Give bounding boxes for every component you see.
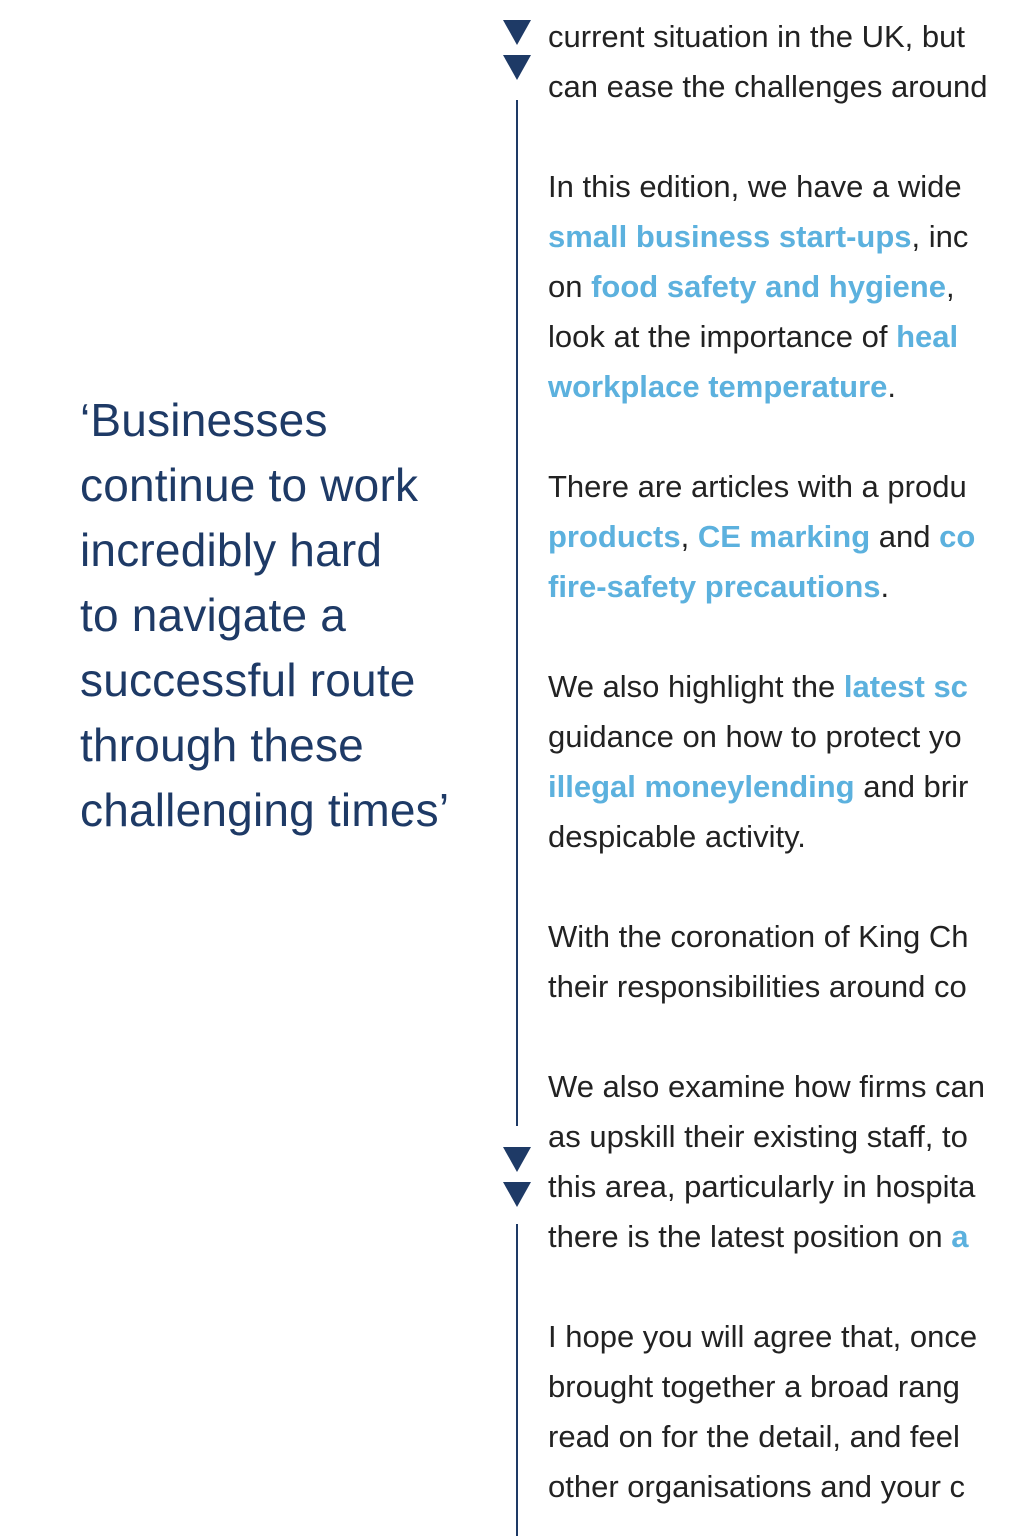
text-line: this area, particularly in hospita: [548, 1169, 976, 1204]
text-line: as upskill their existing staff, to: [548, 1119, 968, 1154]
text-line: current situation in the UK, but: [548, 19, 966, 54]
text-line: [548, 762, 1024, 812]
link-ce-marking[interactable]: CE marking: [697, 519, 871, 554]
pull-quote-line: to navigate a: [80, 589, 347, 641]
text-line: guidance on how to protect yo: [548, 719, 962, 754]
text-line: [548, 312, 1024, 362]
pull-quote-line: challenging times’: [80, 784, 450, 836]
text-line: despicable activity.: [548, 819, 806, 854]
text-line: [548, 262, 1024, 312]
pull-quote-line: continue to work: [80, 459, 419, 511]
text-line: brought together a broad rang: [548, 1369, 960, 1404]
pull-quote-line: incredibly hard: [80, 524, 383, 576]
text-fragment: ,: [945, 269, 955, 304]
text-line: [548, 362, 1024, 412]
text-line: [548, 212, 1024, 262]
paragraph-coronation: [548, 912, 1024, 1012]
pull-quote-line: ‘Businesses: [80, 394, 328, 446]
text-fragment: and: [870, 519, 940, 554]
chevron-down-icon: [503, 55, 531, 80]
text-line: read on for the detail, and feel: [548, 1419, 960, 1454]
text-line: [548, 1212, 1024, 1262]
article-body: [548, 12, 1024, 1536]
paragraph-staff: [548, 1062, 1024, 1262]
text-fragment: ,: [680, 519, 698, 554]
link-latest-scams[interactable]: latest sc: [843, 669, 968, 704]
chevron-down-icon: [503, 20, 531, 45]
pull-quote: [80, 388, 480, 843]
text-fragment: there is the latest position on: [548, 1219, 952, 1254]
paragraph-intro: [548, 12, 1024, 112]
link-fire-safety[interactable]: fire-safety precautions: [548, 569, 881, 604]
link-co[interactable]: co: [939, 519, 976, 554]
paragraph-edition: [548, 162, 1024, 412]
link-workplace-temperature[interactable]: workplace temperature: [548, 369, 888, 404]
text-fragment: , inc: [911, 219, 969, 254]
text-line: [548, 512, 1024, 562]
text-line: can ease the challenges around: [548, 69, 988, 104]
text-line: There are articles with a produ: [548, 469, 967, 504]
link-small-business[interactable]: small business start-ups: [548, 219, 912, 254]
pull-quote-line: through these: [80, 719, 364, 771]
text-fragment: and brir: [854, 769, 969, 804]
text-line: In this edition, we have a wide: [548, 169, 962, 204]
text-fragment: on: [548, 269, 592, 304]
text-line: other organisations and your c: [548, 1469, 966, 1504]
link-illegal-moneylending[interactable]: illegal moneylending: [548, 769, 855, 804]
text-line: their responsibilities around co: [548, 969, 967, 1004]
text-fragment: We also highlight the: [548, 669, 844, 704]
text-line: With the coronation of King Ch: [548, 919, 969, 954]
pull-quote-line: successful route: [80, 654, 416, 706]
text-fragment: .: [887, 369, 897, 404]
chevron-down-icon: [503, 1182, 531, 1207]
text-line: We also examine how firms can: [548, 1069, 986, 1104]
link-products[interactable]: products: [548, 519, 681, 554]
paragraph-scams: [548, 662, 1024, 862]
text-line: [548, 562, 1024, 612]
paragraph-products: [548, 462, 1024, 612]
link-food-safety[interactable]: food safety and hygiene: [591, 269, 946, 304]
chevron-down-icon: [503, 1147, 531, 1172]
link-health[interactable]: heal: [896, 319, 959, 354]
text-line: [548, 662, 1024, 712]
link-a[interactable]: a: [951, 1219, 969, 1254]
vertical-divider: [516, 100, 518, 1126]
text-line: I hope you will agree that, once: [548, 1319, 978, 1354]
vertical-divider: [516, 1224, 518, 1536]
text-fragment: look at the importance of: [548, 319, 897, 354]
paragraph-closing: [548, 1312, 1024, 1512]
text-fragment: .: [880, 569, 890, 604]
